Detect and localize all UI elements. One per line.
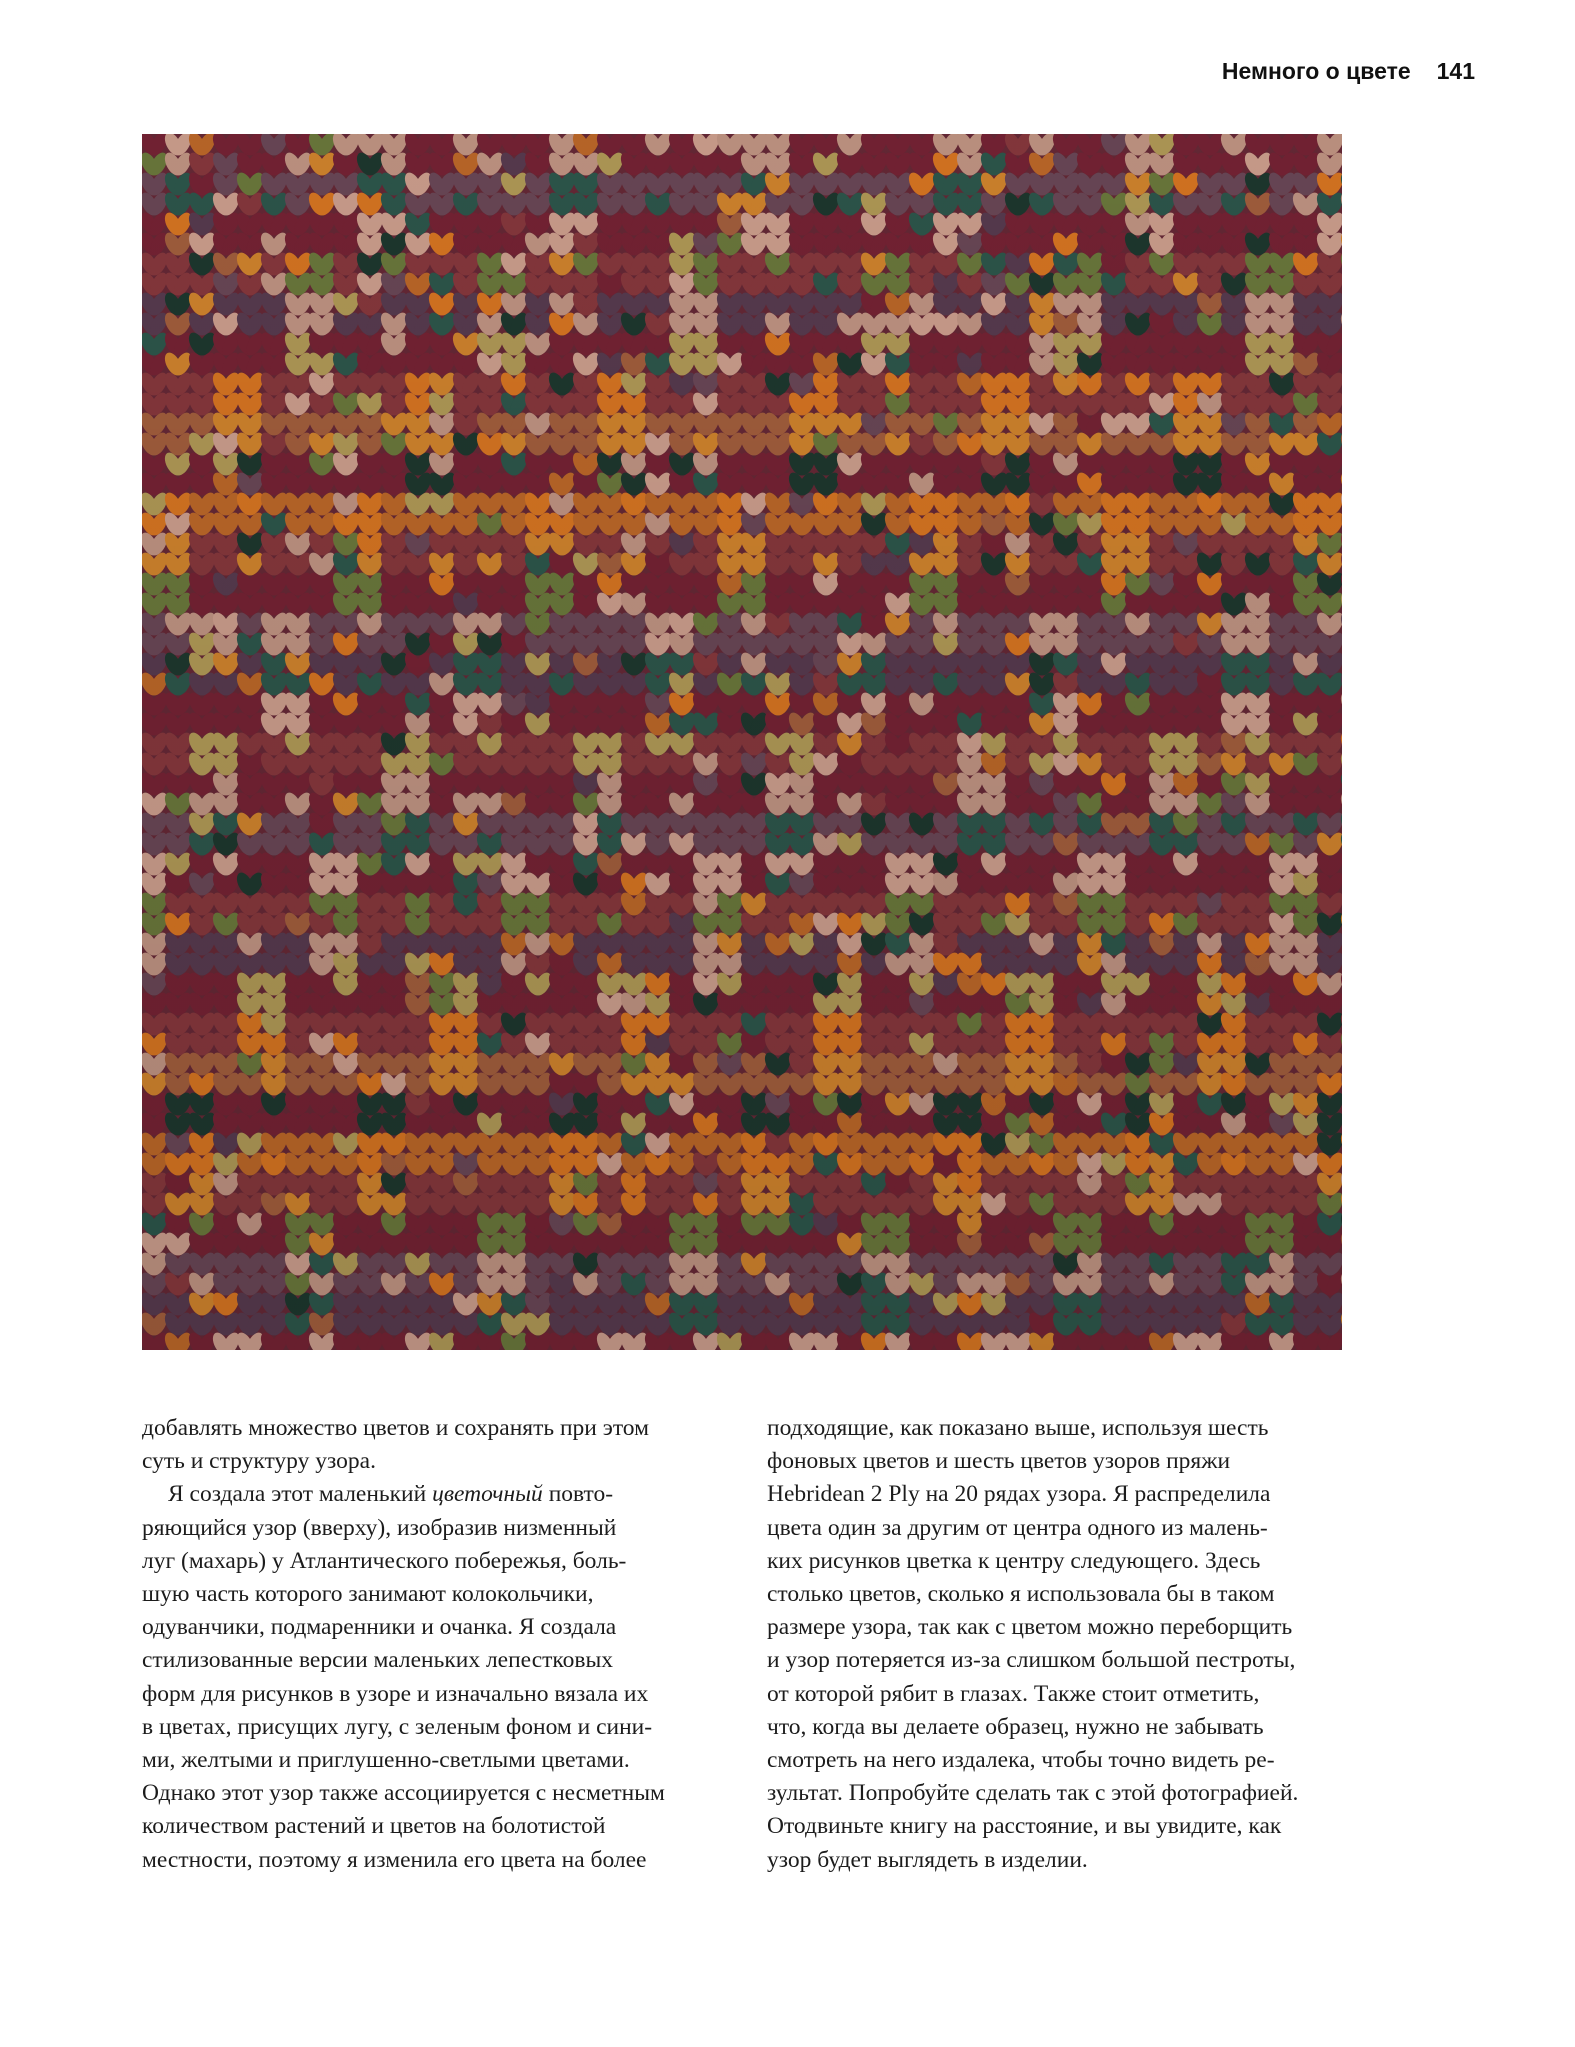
text-line: подходящие, как показано выше, используя шесть [767,1415,1269,1441]
knitted-swatch-photo [142,134,1342,1350]
text-line: зультат. Попробуйте сделать так с этой фотографией. [767,1780,1299,1807]
text-line: одуванчики, подмаренники и очанка. Я создала [142,1614,617,1641]
text-line: и узор потеряется из-за слишком большой пестроты, [767,1647,1296,1674]
text-line: стилизованные версии маленьких лепестковых [142,1647,614,1674]
text-line: что, когда вы делаете образец, нужно не забывать [767,1713,1264,1740]
body-text-left-column [142,1412,722,1877]
running-header [1222,58,1475,85]
body-text-right-column [767,1412,1347,1877]
text-line: шую часть которого занимают колокольчики, [142,1581,594,1608]
text-line: цвета один за другим от центра одного из малень- [767,1514,1268,1541]
text-line: Я создала этот маленький цветочный повто- [168,1481,614,1508]
text-line: количеством растений и цветов на болотистой [142,1813,606,1840]
text-line: ряющийся узор (вверху), изобразив низменный [142,1514,617,1541]
text-line: размере узора, так как с цветом можно переборщить [767,1614,1293,1641]
text-line: смотреть на него издалека, чтобы точно видеть ре- [767,1747,1275,1774]
text-line: фоновых цветов и шесть цветов узоров пряжи [767,1448,1231,1475]
text-line: суть и структуру узора. [142,1448,376,1475]
text-line: ми, желтыми и приглушенно-светлыми цветами. [142,1747,630,1774]
text-line: столько цветов, сколько я использовала бы в таком [767,1581,1275,1608]
text-line: от которой рябит в глазах. Также стоит отметить, [767,1680,1260,1707]
text-line: Hebridean 2 Ply на 20 рядах узора. Я распределила [767,1481,1271,1508]
text-line: форм для рисунков в узоре и изначально вязала их [142,1680,649,1707]
text-line: узор будет выглядеть в изделии. [767,1846,1088,1873]
text-line: Отодвиньте книгу на расстояние, и вы увидите, как [767,1813,1282,1840]
text-line: добавлять множество цветов и сохранять при этом [142,1415,649,1441]
text-line: Однако этот узор также ассоциируется с несметным [142,1780,665,1807]
page-number: 141 [1436,58,1475,84]
text-line: ких рисунков цветка к центру следующего. Здесь [767,1547,1261,1574]
text-line: в цветах, присущих лугу, с зеленым фоном и сини- [142,1713,653,1740]
text-line: местности, поэтому я изменила его цвета на более [142,1846,647,1873]
section-title: Немного о цвете [1221,58,1411,84]
knitted-swatch-image [142,134,1342,1350]
text-line: луг (махарь) у Атлантического побережья, боль- [142,1547,627,1574]
